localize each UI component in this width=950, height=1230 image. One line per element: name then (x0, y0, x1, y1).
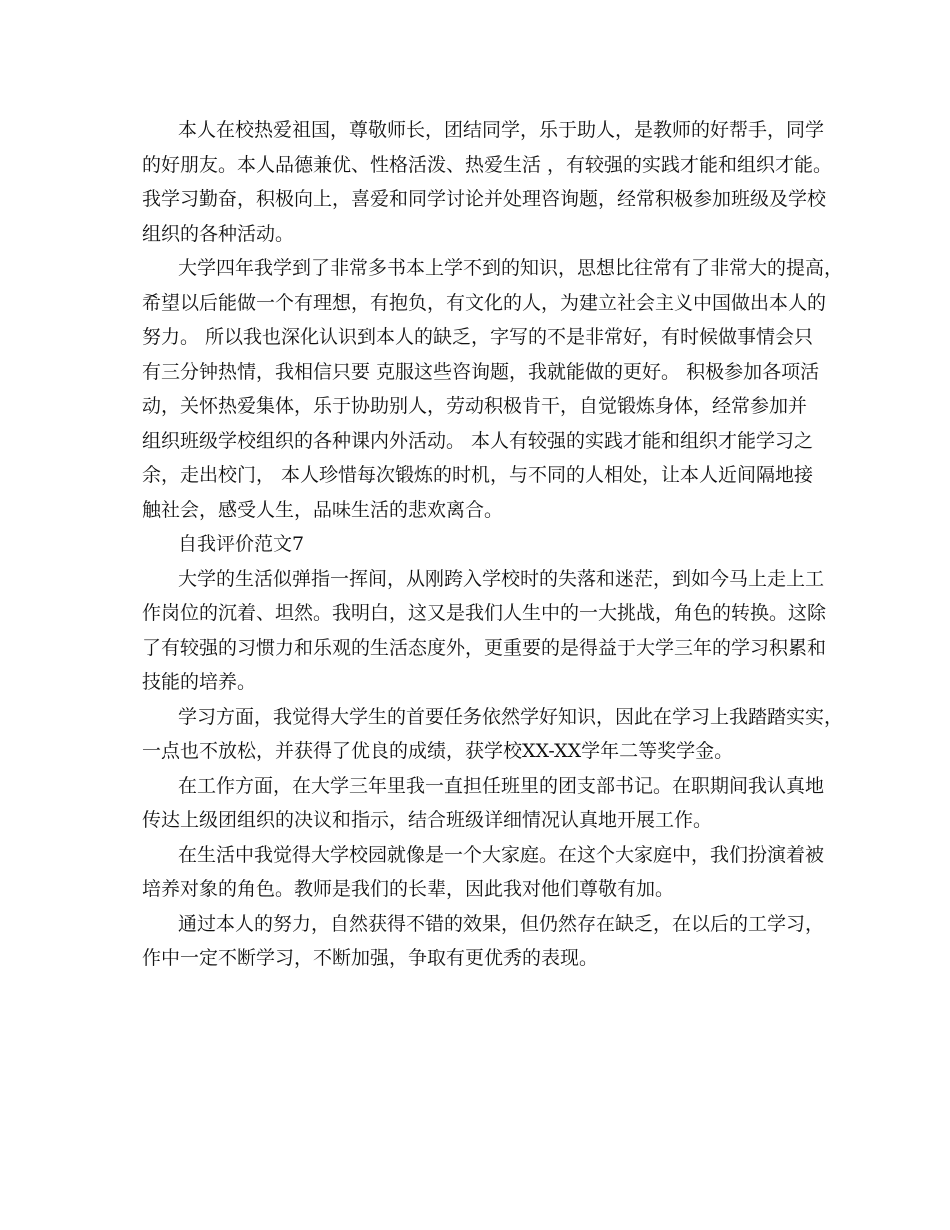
text-line: 传达上级团组织的决议和指示，结合班级详细情况认真地开展工作。 (142, 809, 713, 831)
text-line: 触社会，感受人生，品味生活的悲欢离合。 (142, 498, 504, 521)
text-line: 在生活中我觉得大学校园就像是一个大家庭。在这个大家庭中，我们扮演着被 (178, 843, 825, 866)
text-line: 动，关怀热爱集体，乐于协助别人，劳动积极肯干，自觉锻炼身体，经常参加并 (142, 395, 808, 417)
text-line: 组织班级学校组织的各种课内外活动。 本人有较强的实践才能和组织才能学习之 (142, 429, 814, 452)
text-line: 了有较强的习惯力和乐观的生活态度外，更重要的是得益于大学三年的学习积累和 (142, 636, 827, 659)
text-line: 希望以后能做一个有理想，有抱负，有文化的人，为建立社会主义中国做出本人的 (142, 291, 827, 314)
text-line: 在工作方面，在大学三年里我一直担任班里的团支部书记。在职期间我认真地 (178, 774, 825, 797)
text-line: 我学习勤奋，积极向上，喜爱和同学讨论并处理咨询题，经常积极参加班级及学校 (142, 188, 827, 210)
text-line: 余，走出校门， 本人珍惜每次锻炼的时机，与不同的人相处，让本人近间隔地接 (142, 464, 814, 486)
document-body (142, 113, 844, 976)
text-line: 作中一定不断学习，不断加强，争取有更优秀的表现。 (142, 947, 599, 969)
text-line: 一点也不放松，并获得了优良的成绩，获学校XX-XX学年二等奖学金。 (142, 740, 734, 762)
text-line: 培养对象的角色。教师是我们的长辈，因此我对他们尊敬有加。 (142, 878, 675, 900)
text-line: 大学四年我学到了非常多书本上学不到的知识，思想比往常有了非常大的提高， (178, 257, 844, 279)
text-line: 通过本人的努力，自然获得不错的效果，但仍然存在缺乏，在以后的工学习， (178, 912, 825, 935)
text-line: 组织的各种活动。 (142, 222, 295, 245)
text-line: 作岗位的沉着、坦然。我明白，这又是我们人生中的一大挑战，角色的转换。这除 (142, 602, 827, 624)
text-line: 的好朋友。本人品德兼优、性格活泼、热爱生活 ，有较强的实践才能和组织才能。 (142, 153, 833, 176)
text-line: 努力。 所以我也深化认识到本人的缺乏，字写的不是非常好，有时候做事情会只 (142, 326, 814, 348)
text-line: 大学的生活似弹指一挥间，从刚跨入学校时的失落和迷茫，到如今马上走上工 (178, 567, 825, 590)
text-line: 有三分钟热情，我相信只要 克服这些咨询题，我就能做的更好。 积极参加各项活 (142, 360, 820, 383)
section-heading: 自我评价范文7 (178, 533, 305, 555)
text-line: 学习方面，我觉得大学生的首要任务依然学好知识，因此在学习上我踏踏实实， (178, 705, 844, 728)
text-line: 技能的培养。 (142, 671, 257, 693)
text-line: 本人在校热爱祖国，尊敬师长，团结同学，乐于助人，是教师的好帮手，同学 (178, 119, 825, 141)
